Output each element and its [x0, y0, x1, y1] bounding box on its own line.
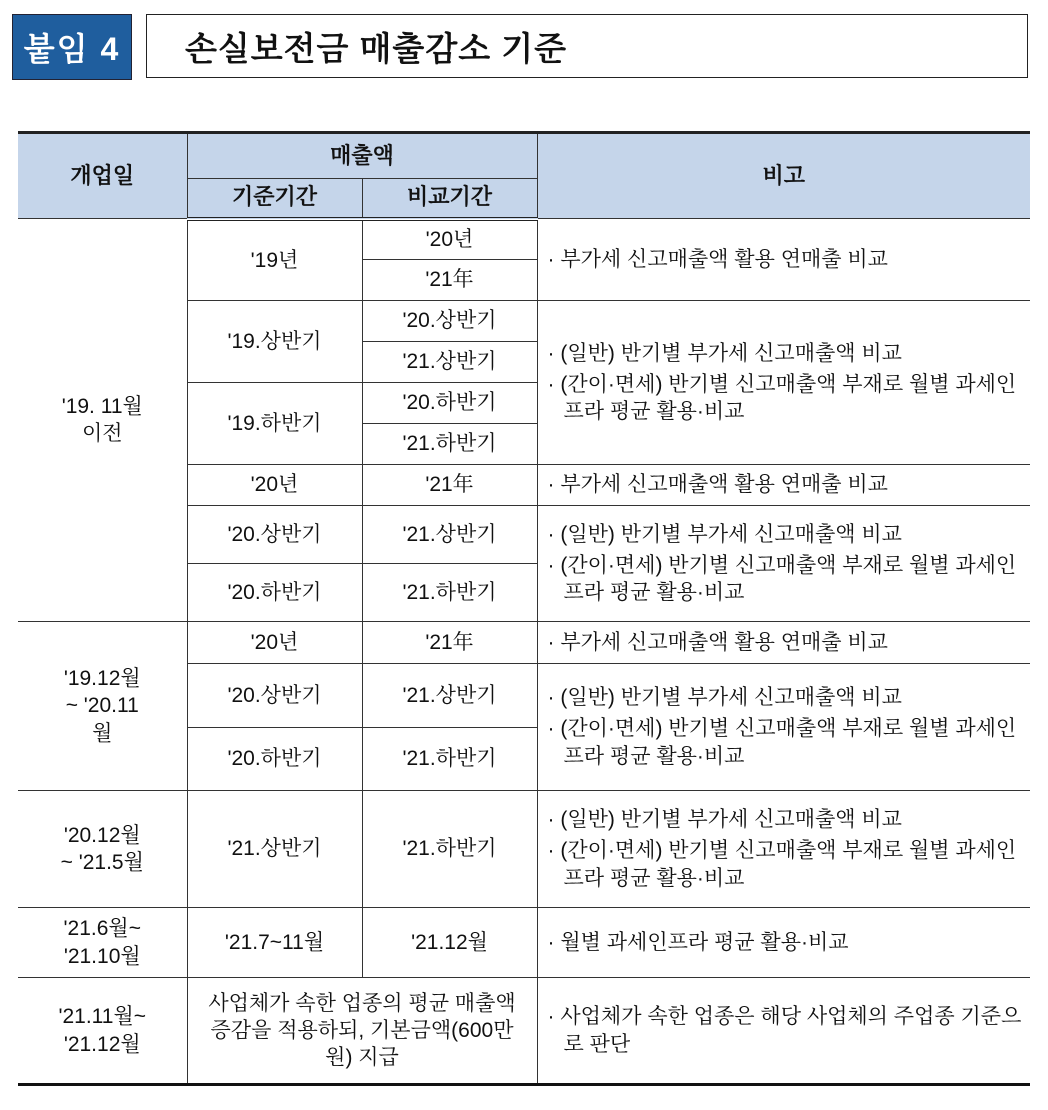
- base-cell: '21.7~11월: [187, 908, 362, 978]
- base-cell: '19년: [187, 219, 362, 301]
- note-cell: [537, 791, 1030, 908]
- compare-cell: '21.하반기: [362, 564, 537, 622]
- compare-cell: '21.하반기: [362, 424, 537, 465]
- base-cell: '21.상반기: [187, 791, 362, 908]
- base-cell: '20년: [187, 465, 362, 506]
- note-simple: · (간이·면세) 반기별 신고매출액 부재로 월별 과세인프라 평균 활용·비교: [547, 839, 1017, 890]
- base-cell: '20.하반기: [187, 564, 362, 622]
- group-cell: '19.12월~ '20.11월: [18, 622, 187, 791]
- note-cell: · 부가세 신고매출액 활용 연매출 비교: [537, 622, 1030, 664]
- note-simple: · (간이·면세) 반기별 신고매출액 부재로 월별 과세인프라 평균 활용·비교: [547, 553, 1017, 605]
- note-cell: · 부가세 신고매출액 활용 연매출 비교: [537, 465, 1030, 506]
- base-cell: '19.하반기: [187, 383, 362, 465]
- compare-cell: '21年: [362, 622, 537, 664]
- note-cell: · 월별 과세인프라 평균 활용·비교: [537, 908, 1030, 978]
- compare-cell: '20년: [362, 219, 537, 260]
- note-general: · (일반) 반기별 부가세 신고매출액 비교: [547, 522, 902, 546]
- compare-cell: '21.12월: [362, 908, 537, 978]
- note-cell: [537, 664, 1030, 791]
- note-general: · (일반) 반기별 부가세 신고매출액 비교: [547, 341, 902, 365]
- base-cell: '19.상반기: [187, 301, 362, 383]
- appendix-badge: 붙임 4: [12, 14, 132, 80]
- page-title: 손실보전금 매출감소 기준: [146, 14, 1028, 78]
- header-compare-period: 비교기간: [362, 179, 537, 219]
- compare-cell: '21.상반기: [362, 506, 537, 564]
- compare-cell: '21.상반기: [362, 664, 537, 728]
- note-cell: [537, 506, 1030, 622]
- note-simple: · (간이·면세) 반기별 신고매출액 부재로 월별 과세인프라 평균 활용·비교: [547, 717, 1017, 768]
- header-note: 비고: [537, 133, 1030, 219]
- header-base-period: 기준기간: [187, 179, 362, 219]
- group-cell: '21.6월~ '21.10월: [18, 908, 187, 978]
- compare-cell: '21.상반기: [362, 342, 537, 383]
- note-general: · (일반) 반기별 부가세 신고매출액 비교: [547, 808, 902, 832]
- group-cell: '20.12월~ '21.5월: [18, 791, 187, 908]
- base-cell: '20.하반기: [187, 728, 362, 791]
- base-cell: '20.상반기: [187, 506, 362, 564]
- note-simple: · (간이·면세) 반기별 신고매출액 부재로 월별 과세인프라 평균 활용·비교: [547, 372, 1017, 424]
- compare-cell: '21.하반기: [362, 791, 537, 908]
- note-industry: · 사업체가 속한 업종은 해당 사업체의 주업종 기준으로 판단: [547, 1005, 1022, 1056]
- base-cell: '20.상반기: [187, 664, 362, 728]
- note-general: · (일반) 반기별 부가세 신고매출액 비교: [547, 686, 902, 710]
- note-cell: [537, 978, 1030, 1085]
- group-cell: '21.11월~ '21.12월: [18, 978, 187, 1085]
- compare-cell: '20.하반기: [362, 383, 537, 424]
- industry-average-cell: 사업체가 속한 업종의 평균 매출액 증감을 적용하되, 기본금액(600만원) 지급: [187, 978, 537, 1085]
- note-cell: · 부가세 신고매출액 활용 연매출 비교: [537, 219, 1030, 301]
- compare-cell: '21年: [362, 465, 537, 506]
- group-cell: '19. 11월 이전: [18, 219, 187, 622]
- note-cell: [537, 301, 1030, 465]
- header-sales: 매출액: [187, 133, 537, 179]
- compare-cell: '21年: [362, 260, 537, 301]
- compare-cell: '21.하반기: [362, 728, 537, 791]
- compare-cell: '20.상반기: [362, 301, 537, 342]
- base-cell: '20년: [187, 622, 362, 664]
- header-opening-date: 개업일: [18, 133, 187, 219]
- sales-decline-criteria-table: [18, 131, 1030, 1086]
